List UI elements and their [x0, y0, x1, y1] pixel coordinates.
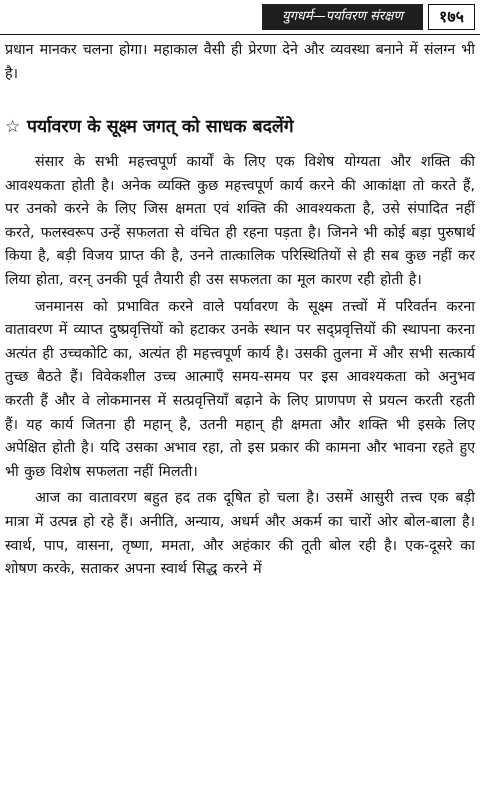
- running-header-title: युगधर्म—पर्यावरण संरक्षण: [262, 4, 423, 30]
- paragraph-1: संसार के सभी महत्त्वपूर्ण कार्यों के लिए एक विशेष योग्यता और शक्ति की आवश्यकता होती है। अनेक व्यक्ति कुछ महत्त्वपूर्ण कार्य करने की आकांक्षा तो करते हैं, पर उनको करने के लिए जिस क्षमता एवं शक्ति की आवश्यकता है, उसे संपादित नहीं करते, फलस्वरूप उन्हें सफलता से वंचित ही रहना पड़ता है। जिनने भी कोई बड़ा पुरुषार्थ किया है, बड़ी विजय प्राप्त की है, उनने तात्कालिक परिस्थितियों से ही सब कुछ नहीं कर लिया होता, वरन् उनकी पूर्व तैयारी ही उस सफलता का मूल कारण रही होती है।: [5, 154, 475, 288]
- header-rule: [0, 34, 480, 35]
- paragraph-2: जनमानस को प्रभावित करने वाले पर्यावरण के सूक्ष्म तत्त्वों में परिवर्तन करना वातावरण में व्याप्त दुष्प्रवृत्तियों को हटाकर उनके स्थान पर सद्प्रवृत्तियों की स्थापना करना अत्यंत ही उच्चकोटि का, अत्यंत ही महत्त्वपूर्ण कार्य है। उसकी तुलना में और सभी सत्कार्य तुच्छ बैठते हैं। विवेकशील उच्च आत्माएँ समय-समय पर इस आवश्यकता को अनुभव करती हैं और वे लोकमानस में सत्प्रवृत्तियाँ बढ़ाने के लिए प्राणपण से प्रयत्न करती रहती हैं। यह कार्य जितना ही महान् है, उतनी महान् ही क्षमता और शक्ति भी इसके लिए अपेक्षित होती है। यदि उसका अभाव रहा, तो इस प्रकार की कामना और भावना रहते हुए भी कुछ विशेष सफलता नहीं मिलती।: [5, 298, 475, 480]
- section-heading: [5, 112, 475, 142]
- section-body: [5, 151, 475, 582]
- paragraph-3: आज का वातावरण बहुत हद तक दूषित हो चला है। उसमें आसुरी तत्त्व एक बड़ी मात्रा में उत्पन्न हो रहे हैं। अनीति, अन्याय, अधर्म और अकर्म का चारों ओर बोल-बाला है। स्वार्थ, पाप, वासना, तृष्णा, ममता, और अहंकार की तूती बोल रही है। एक-दूसरे का शोषण करके, सताकर अपना स्वार्थ सिद्ध करने में: [5, 490, 475, 578]
- lead-paragraph-text: प्रधान मानकर चलना होगा। महाकाल वैसी ही प्रेरणा देने और व्यवस्था बनाने में संलग्न भी है।: [5, 42, 475, 82]
- star-outline-icon: ☆: [5, 117, 21, 137]
- page-number: १७५: [428, 4, 475, 30]
- section-heading-text: पर्यावरण के सूक्ष्म जगत् को साधक बदलेंगे: [27, 117, 294, 137]
- lead-paragraph: [5, 39, 475, 86]
